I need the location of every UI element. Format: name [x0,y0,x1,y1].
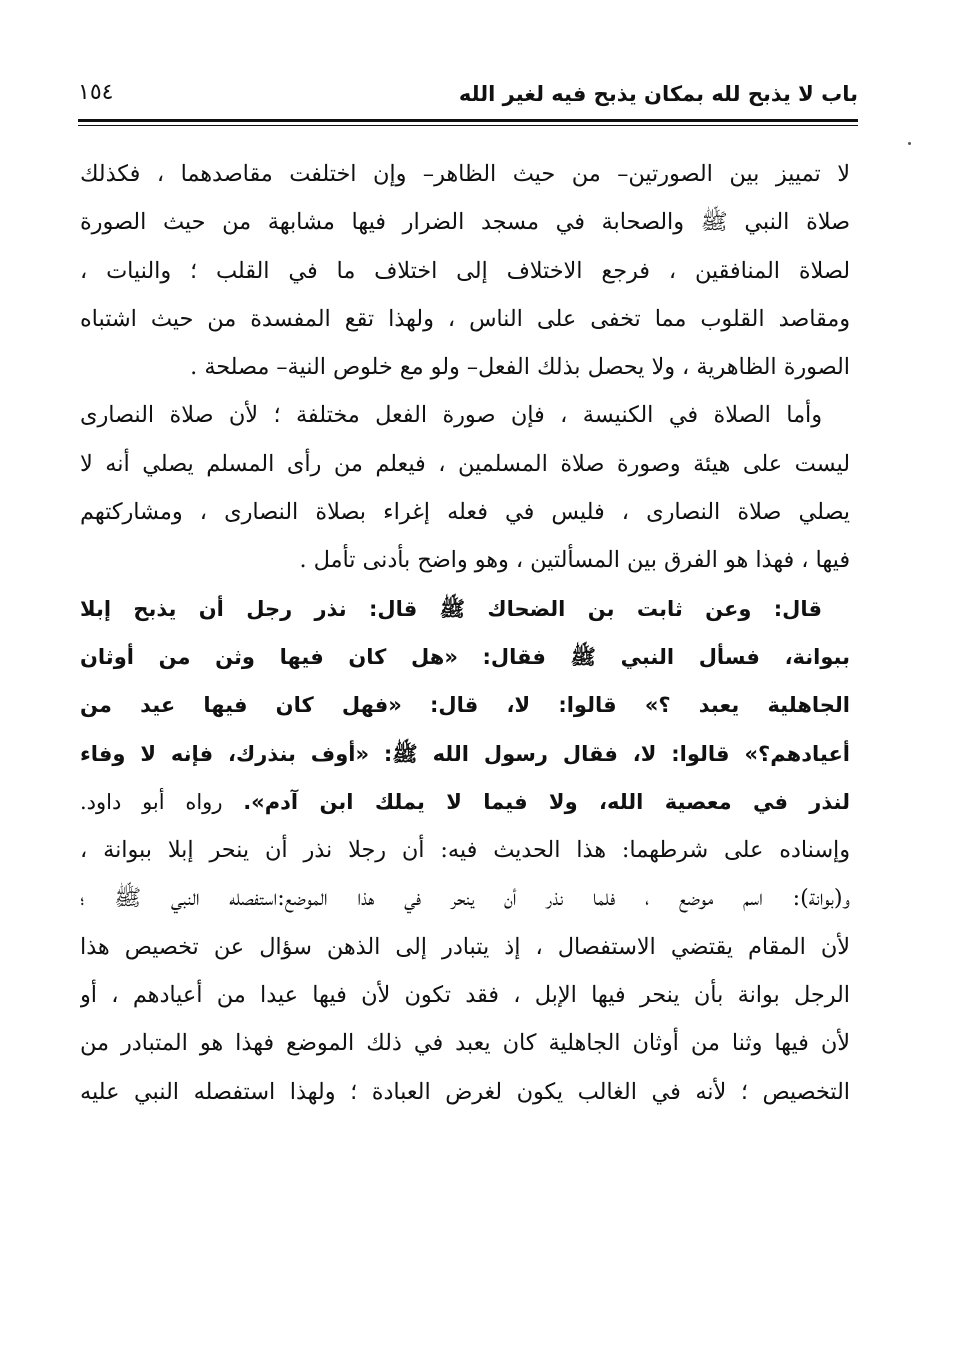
header-rule-thick [78,119,858,122]
text-line: و(بوانة): اسم موضع ، فلما نذر أن ينحر في هذا الموضع:استفصله النبي ﷺ ؛ [80,885,850,912]
page-header [78,74,858,116]
text-line: فيها ، فهذا هو الفرق بين المسألتين ، وهو واضح بأدنى تأمل . [299,547,850,574]
running-title: باب لا يذبح لله بمكان يذبح فيه لغير الله [458,82,858,106]
text-line: ومقاصد القلوب مما تخفى على الناس ، ولهذا تقع المفسدة من حيث اشتباه [80,305,850,332]
body-text [80,150,850,1116]
hadith-line: قال: وعن ثابت بن الضحاك ﷺ قال: نذر رجل أن يذبح إبلا [80,596,822,621]
text-line: الصورة الظاهرية ، ولا يحصل بذلك الفعل– ولو مع خلوص النية– مصلحة . [190,354,850,381]
header-rule-thin [78,125,858,126]
text-line: ليست على هيئة وصورة صلاة المسلمين ، فيعلم من رأى المسلم يصلي أنه لا [80,450,850,477]
hadith-end-text: لنذر في معصية الله، ولا فيما لا يملك ابن آدم». [243,789,850,814]
margin-speck [908,142,911,145]
text-line: يصلي صلاة النصارى ، فليس في فعله إغراء بصلاة النصارى ، ومشاركتهم [80,499,850,526]
hadith-line: أعيادهم؟» قالوا: لا، فقال رسول الله ﷺ: «أوف بنذرك، فإنه لا وفاء [80,741,850,766]
hadith-line: ببوانة، فسأل النبي ﷺ فقال: «هل كان فيها وثن من أوثان [80,644,850,669]
text-line: لا تمييز بين الصورتين– من حيث الظاهر– وإن اختلفت مقاصدهما ، فكذلك [80,161,850,187]
hadith-line: الجاهلية يعبد ؟» قالوا: لا، قال: «فهل كان فيها عيد من [80,693,850,718]
text-line: وإسناده على شرطهما: هذا الحديث فيه: أن رجلا نذر أن ينحر إبلا ببوانة ، [80,837,850,864]
page-number: ١٥٤ [78,80,114,105]
text-line: الرجل بوانة بأن ينحر فيها الإبل ، فقد تكون لأن فيها عيدا من أعيادهم ، أو [80,982,850,1009]
text-line: صلاة النبي ﷺ والصحابة في مسجد الضرار فيها مشابهة من حيث الصورة [80,209,850,236]
citation-text: رواه أبو داود. [80,789,223,814]
text-line: لصلاة المنافقين ، فرجع الاختلاف إلى اختلاف ما في القلب ؛ والنيات ، [80,257,850,284]
text-line: لأن المقام يقتضي الاستفصال ، إذ يتبادر إلى الذهن سؤال عن تخصيص هذا [80,933,850,960]
text-line: التخصيص ؛ لأنه في الغالب يكون لغرض العبادة ؛ ولهذا استفصله النبي عليه [80,1078,850,1105]
text-line: لأن فيها وثنا من أوثان الجاهلية كان يعبد في ذلك الموضع فهذا هو المتبادر من [80,1030,850,1057]
text-line: وأما الصلاة في الكنيسة ، فإن صورة الفعل مختلفة ؛ لأن صلاة النصارى [80,402,822,429]
hadith-line-with-citation [80,778,850,826]
